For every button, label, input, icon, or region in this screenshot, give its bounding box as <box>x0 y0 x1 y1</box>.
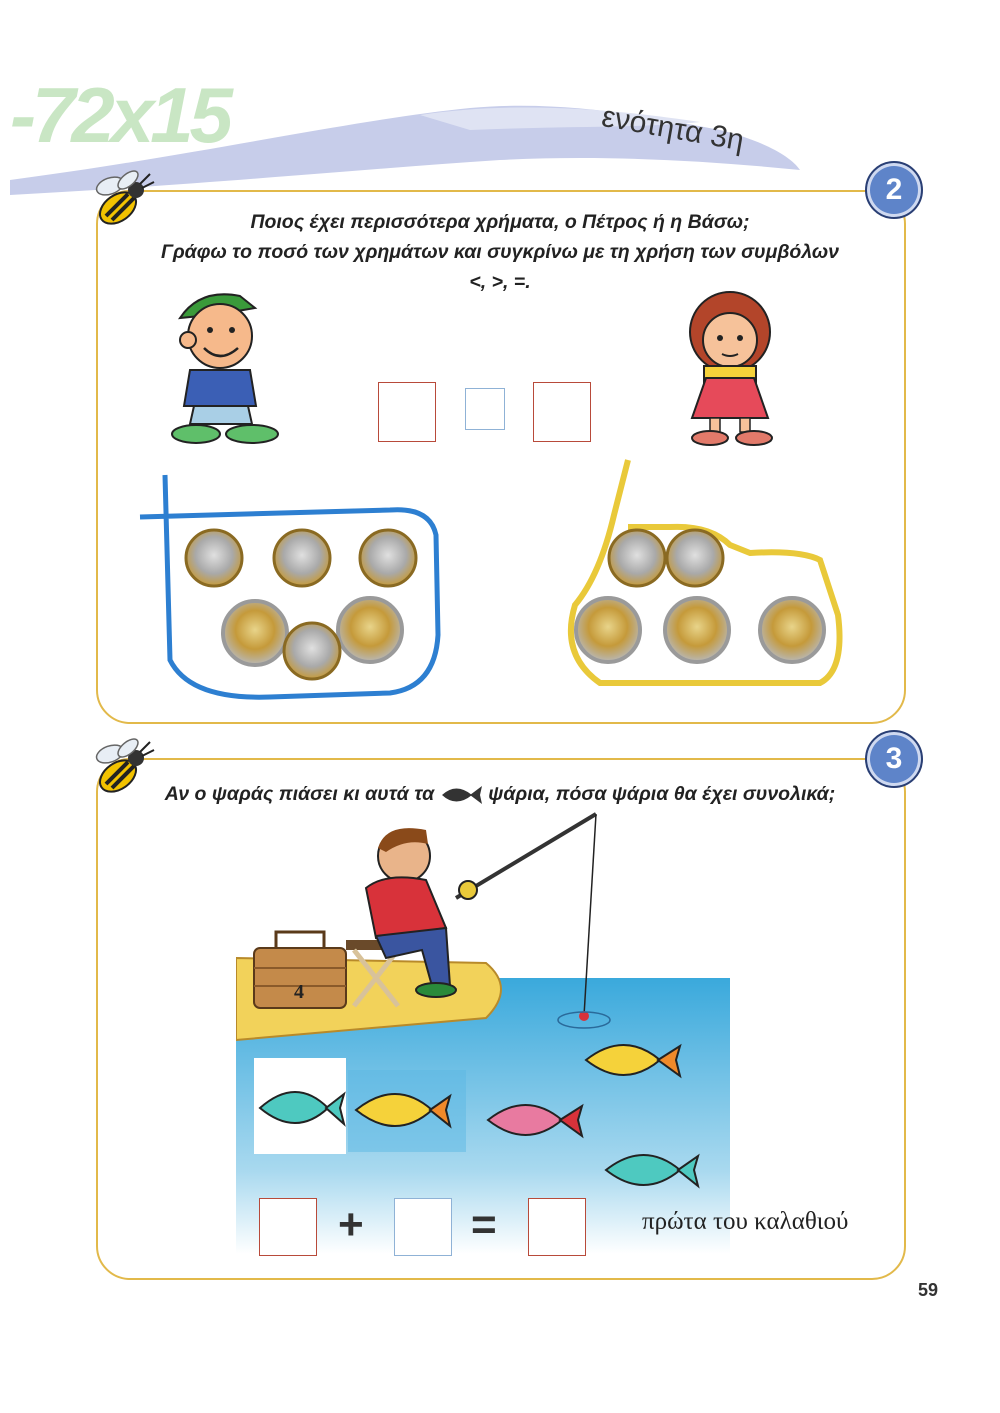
one-euro-coin <box>609 530 665 586</box>
fish-yellow <box>348 1070 466 1152</box>
exercise-3-instruction-part2: ψάρια, πόσα ψάρια θα έχει συνολικά; <box>488 783 836 805</box>
exercise-2-number-badge: 2 <box>865 161 923 219</box>
fish-icon <box>438 782 484 808</box>
first-addend-box[interactable] <box>259 1198 317 1256</box>
basket-number: 4 <box>294 981 304 1003</box>
boy-petros-illustration <box>160 278 290 448</box>
plus-sign: + <box>338 1200 364 1249</box>
girl-vaso-illustration <box>670 288 790 448</box>
second-addend-box[interactable] <box>394 1198 452 1256</box>
comparison-symbol-box[interactable] <box>465 388 505 430</box>
one-euro-coin <box>667 530 723 586</box>
fish-green <box>254 1058 346 1154</box>
two-euro-coin <box>760 598 824 662</box>
page-number: 59 <box>918 1280 939 1300</box>
sum-box[interactable] <box>528 1198 586 1256</box>
one-euro-coin <box>284 623 340 679</box>
two-euro-coin <box>665 598 729 662</box>
unit-title: ενότητα 3η <box>599 100 747 158</box>
exercise-3-instruction-part1: Αν ο ψαράς πιάσει κι αυτά τα <box>164 783 435 805</box>
two-euro-coin <box>576 598 640 662</box>
one-euro-coin <box>274 530 330 586</box>
exercise-3-number-badge: 3 <box>865 730 923 788</box>
exercise-2-instruction-line1: Ποιος έχει περισσότερα χρήματα, ο Πέτρος ή η Βάσω; <box>250 211 750 233</box>
coins-illustration <box>130 455 860 705</box>
one-euro-coin <box>186 530 242 586</box>
exercise-2-instruction-line2: Γράφω το ποσό των χρημάτων και συγκρίνω με τη χρήση των συμβόλων <box>160 241 840 263</box>
exercise-3-caption: πρώτα του καλαθιού <box>642 1208 849 1235</box>
exercise-2-instruction-line3: <, >, =. <box>469 271 531 293</box>
two-euro-coin <box>223 601 287 665</box>
exercise-3-instruction <box>100 780 900 809</box>
one-euro-coin <box>360 530 416 586</box>
equals-sign: = <box>471 1200 497 1249</box>
two-euro-coin <box>338 598 402 662</box>
fishing-scene-illustration <box>236 808 730 1254</box>
petros-amount-box[interactable] <box>378 382 436 442</box>
vaso-amount-box[interactable] <box>533 382 591 442</box>
header-math-decoration: -72x15 <box>10 71 229 159</box>
